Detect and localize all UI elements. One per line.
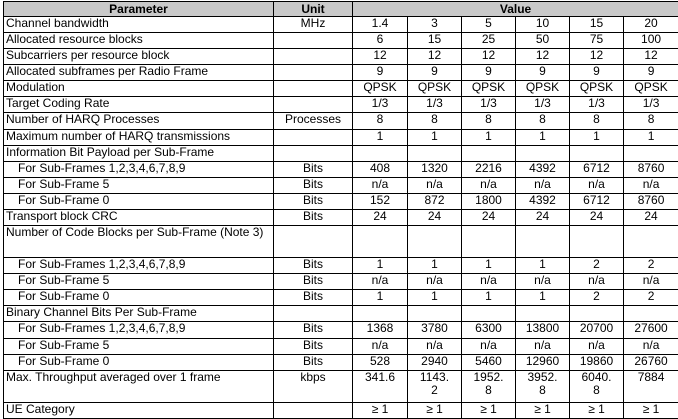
table-row	[4, 129, 678, 145]
table-row	[4, 402, 678, 418]
value-cell: 1/3	[462, 97, 516, 113]
value-cell	[570, 145, 624, 161]
value-cell: 15	[408, 33, 462, 49]
value-cell	[408, 226, 462, 258]
value-cell: n/a	[570, 177, 624, 193]
value-cell: 50	[516, 33, 570, 49]
value-cell: 24	[408, 209, 462, 225]
unit-cell	[274, 306, 353, 322]
table-row	[4, 193, 678, 209]
table-row	[4, 209, 678, 225]
value-cell: 100	[624, 33, 678, 49]
parameter-cell: Maximum number of HARQ transmissions	[4, 129, 274, 145]
value-cell: 1	[570, 129, 624, 145]
value-cell: 1	[462, 258, 516, 274]
parameter-cell: Modulation	[4, 81, 274, 97]
unit-cell	[274, 402, 353, 418]
value-cell: 12960	[516, 354, 570, 370]
parameter-cell: Number of HARQ Processes	[4, 113, 274, 129]
value-cell: 8	[516, 113, 570, 129]
value-cell	[570, 306, 624, 322]
parameter-cell: Subcarriers per resource block	[4, 49, 274, 65]
parameter-cell: For Sub-Frame 5	[4, 177, 274, 193]
value-cell: 1800	[462, 193, 516, 209]
value-cell: 8760	[624, 161, 678, 177]
value-cell: 20700	[570, 322, 624, 338]
value-cell: 1	[516, 258, 570, 274]
value-cell: 13800	[516, 322, 570, 338]
value-cell: n/a	[570, 338, 624, 354]
value-cell: 528	[353, 354, 408, 370]
table-row	[4, 370, 678, 402]
value-cell: ≥ 1	[570, 402, 624, 418]
value-cell: 1.4	[353, 17, 408, 33]
value-cell: 1	[516, 129, 570, 145]
value-cell: 1	[462, 290, 516, 306]
value-cell	[353, 145, 408, 161]
value-cell: 15	[570, 17, 624, 33]
table-row	[4, 354, 678, 370]
value-cell: 3	[408, 17, 462, 33]
value-cell: QPSK	[516, 81, 570, 97]
value-cell: ≥ 1	[353, 402, 408, 418]
value-cell: n/a	[516, 274, 570, 290]
parameter-cell: Binary Channel Bits Per Sub-Frame	[4, 306, 274, 322]
parameter-cell: For Sub-Frames 1,2,3,4,6,7,8,9	[4, 258, 274, 274]
value-cell: 24	[462, 209, 516, 225]
value-cell: 8	[353, 113, 408, 129]
unit-cell: Bits	[274, 193, 353, 209]
value-cell: 24	[353, 209, 408, 225]
value-cell: QPSK	[570, 81, 624, 97]
value-cell: n/a	[624, 177, 678, 193]
value-cell: 6712	[570, 161, 624, 177]
value-cell	[570, 226, 624, 258]
table-row	[4, 81, 678, 97]
value-cell: 3780	[408, 322, 462, 338]
value-cell: 1/3	[353, 97, 408, 113]
value-cell: ≥ 1	[624, 402, 678, 418]
value-cell: 25	[462, 33, 516, 49]
table-row	[4, 177, 678, 193]
value-cell: 6300	[462, 322, 516, 338]
value-cell: n/a	[408, 274, 462, 290]
value-cell: 8	[624, 113, 678, 129]
table-row	[4, 290, 678, 306]
parameter-cell: For Sub-Frame 5	[4, 274, 274, 290]
parameter-cell: Max. Throughput averaged over 1 frame	[4, 370, 274, 402]
value-cell: 12	[570, 49, 624, 65]
unit-cell: kbps	[274, 370, 353, 402]
table-row	[4, 306, 678, 322]
value-cell: ≥ 1	[408, 402, 462, 418]
table-row	[4, 226, 678, 258]
unit-cell: Bits	[274, 209, 353, 225]
value-cell	[516, 226, 570, 258]
table-row	[4, 338, 678, 354]
value-cell: 2216	[462, 161, 516, 177]
value-cell	[353, 306, 408, 322]
value-cell: n/a	[408, 177, 462, 193]
value-cell: 1/3	[408, 97, 462, 113]
value-cell: n/a	[353, 338, 408, 354]
value-cell: 2	[570, 290, 624, 306]
header-value: Value	[353, 2, 678, 17]
value-cell	[462, 306, 516, 322]
value-cell: 3952. 8	[516, 370, 570, 402]
value-cell: n/a	[516, 177, 570, 193]
unit-cell: Bits	[274, 177, 353, 193]
value-cell: n/a	[624, 338, 678, 354]
parameter-cell: For Sub-Frame 0	[4, 193, 274, 209]
value-cell	[624, 145, 678, 161]
parameter-cell: For Sub-Frames 1,2,3,4,6,7,8,9	[4, 161, 274, 177]
value-cell: QPSK	[462, 81, 516, 97]
value-cell: 1	[516, 290, 570, 306]
value-cell: 19860	[570, 354, 624, 370]
value-cell	[408, 306, 462, 322]
parameter-cell: Channel bandwidth	[4, 17, 274, 33]
value-cell: 9	[353, 65, 408, 81]
value-cell: 2	[624, 290, 678, 306]
value-cell: 8	[408, 113, 462, 129]
unit-cell: Bits	[274, 161, 353, 177]
value-cell: 20	[624, 17, 678, 33]
value-cell: 9	[516, 65, 570, 81]
value-cell: 9	[462, 65, 516, 81]
parameter-cell: Allocated subframes per Radio Frame	[4, 65, 274, 81]
value-cell: 1/3	[570, 97, 624, 113]
table-row	[4, 161, 678, 177]
table-row	[4, 65, 678, 81]
value-cell: 4392	[516, 193, 570, 209]
unit-cell	[274, 145, 353, 161]
value-cell: 1	[353, 258, 408, 274]
unit-cell	[274, 97, 353, 113]
value-cell: 6712	[570, 193, 624, 209]
unit-cell: MHz	[274, 17, 353, 33]
parameter-cell: For Sub-Frames 1,2,3,4,6,7,8,9	[4, 322, 274, 338]
header-unit: Unit	[274, 2, 353, 17]
value-cell: 75	[570, 33, 624, 49]
table-row	[4, 97, 678, 113]
value-cell: 1	[462, 129, 516, 145]
unit-cell: Bits	[274, 258, 353, 274]
parameter-cell: For Sub-Frame 5	[4, 338, 274, 354]
value-cell: n/a	[408, 338, 462, 354]
unit-cell: Bits	[274, 354, 353, 370]
table-row	[4, 49, 678, 65]
value-cell	[624, 306, 678, 322]
value-cell: 12	[353, 49, 408, 65]
value-cell: 6040. 8	[570, 370, 624, 402]
value-cell: n/a	[462, 338, 516, 354]
unit-cell	[274, 81, 353, 97]
unit-cell	[274, 226, 353, 258]
value-cell: 7884	[624, 370, 678, 402]
unit-cell: Bits	[274, 290, 353, 306]
value-cell: 1	[408, 258, 462, 274]
unit-cell	[274, 65, 353, 81]
value-cell: 5	[462, 17, 516, 33]
value-cell: 12	[462, 49, 516, 65]
value-cell: 12	[516, 49, 570, 65]
table-row	[4, 274, 678, 290]
value-cell: 1368	[353, 322, 408, 338]
unit-cell	[274, 129, 353, 145]
value-cell: n/a	[353, 177, 408, 193]
value-cell: 408	[353, 161, 408, 177]
value-cell: 1	[624, 129, 678, 145]
value-cell: 872	[408, 193, 462, 209]
table-row	[4, 113, 678, 129]
table-row	[4, 258, 678, 274]
value-cell: n/a	[462, 274, 516, 290]
value-cell: 24	[624, 209, 678, 225]
value-cell: 12	[624, 49, 678, 65]
value-cell: 24	[570, 209, 624, 225]
value-cell	[408, 145, 462, 161]
value-cell	[462, 226, 516, 258]
value-cell: 4392	[516, 161, 570, 177]
value-cell: 2940	[408, 354, 462, 370]
value-cell: 6	[353, 33, 408, 49]
value-cell: 8	[462, 113, 516, 129]
parameter-cell: Transport block CRC	[4, 209, 274, 225]
value-cell: n/a	[624, 274, 678, 290]
value-cell: 1/3	[516, 97, 570, 113]
value-cell: 152	[353, 193, 408, 209]
value-cell	[516, 145, 570, 161]
value-cell: n/a	[353, 274, 408, 290]
value-cell: 8	[570, 113, 624, 129]
value-cell: 2	[570, 258, 624, 274]
parameter-cell: Information Bit Payload per Sub-Frame	[4, 145, 274, 161]
value-cell: 12	[408, 49, 462, 65]
value-cell: 5460	[462, 354, 516, 370]
parameter-cell: For Sub-Frame 0	[4, 354, 274, 370]
unit-cell	[274, 49, 353, 65]
value-cell: 24	[516, 209, 570, 225]
value-cell: 1952. 8	[462, 370, 516, 402]
value-cell	[516, 306, 570, 322]
value-cell: 2	[624, 258, 678, 274]
value-cell: n/a	[570, 274, 624, 290]
table-row	[4, 322, 678, 338]
value-cell: 1/3	[624, 97, 678, 113]
value-cell: 10	[516, 17, 570, 33]
value-cell: 9	[624, 65, 678, 81]
parameter-table	[3, 1, 678, 419]
value-cell: 1320	[408, 161, 462, 177]
value-cell: 27600	[624, 322, 678, 338]
value-cell: ≥ 1	[462, 402, 516, 418]
value-cell: n/a	[516, 338, 570, 354]
value-cell	[353, 226, 408, 258]
value-cell: 26760	[624, 354, 678, 370]
table-row	[4, 145, 678, 161]
value-cell: 1	[408, 129, 462, 145]
unit-cell: Bits	[274, 322, 353, 338]
table-row	[4, 33, 678, 49]
parameter-cell: For Sub-Frame 0	[4, 290, 274, 306]
parameter-cell: UE Category	[4, 402, 274, 418]
table-row	[4, 17, 678, 33]
value-cell	[462, 145, 516, 161]
value-cell: 9	[408, 65, 462, 81]
value-cell	[624, 226, 678, 258]
value-cell: QPSK	[624, 81, 678, 97]
header-parameter: Parameter	[4, 2, 274, 17]
value-cell: 1	[408, 290, 462, 306]
header-row	[4, 2, 678, 17]
value-cell: 341.6	[353, 370, 408, 402]
value-cell: ≥ 1	[516, 402, 570, 418]
unit-cell: Bits	[274, 338, 353, 354]
parameter-cell: Allocated resource blocks	[4, 33, 274, 49]
value-cell: 1	[353, 290, 408, 306]
value-cell: 8760	[624, 193, 678, 209]
parameter-cell: Number of Code Blocks per Sub-Frame (Note 3)	[4, 226, 274, 258]
value-cell: n/a	[462, 177, 516, 193]
unit-cell: Bits	[274, 274, 353, 290]
value-cell: QPSK	[353, 81, 408, 97]
parameter-cell: Target Coding Rate	[4, 97, 274, 113]
unit-cell	[274, 33, 353, 49]
value-cell: 1	[353, 129, 408, 145]
unit-cell: Processes	[274, 113, 353, 129]
value-cell: QPSK	[408, 81, 462, 97]
value-cell: 9	[570, 65, 624, 81]
value-cell: 1143. 2	[408, 370, 462, 402]
